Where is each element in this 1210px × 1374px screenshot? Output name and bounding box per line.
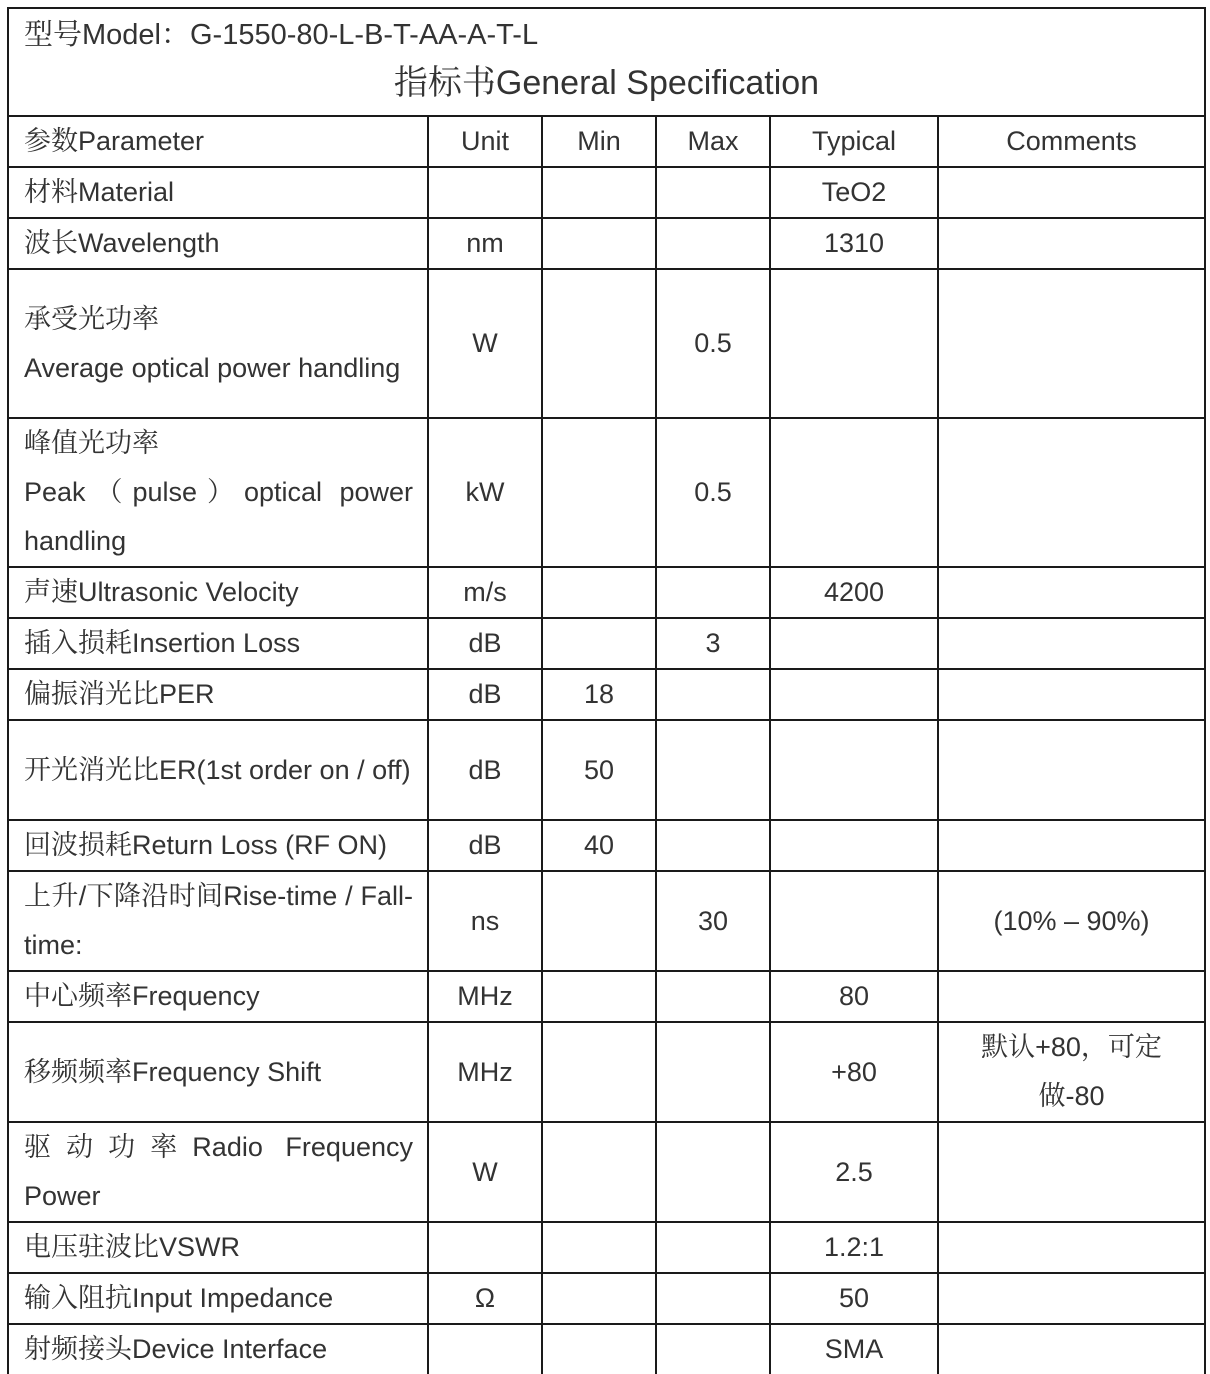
unit-cell: dB <box>428 669 542 720</box>
comments-cell <box>938 1273 1205 1324</box>
unit-cell: m/s <box>428 567 542 618</box>
max-cell: 0.5 <box>656 269 770 418</box>
max-cell: 0.5 <box>656 418 770 567</box>
parameter-cell <box>8 618 428 669</box>
spec-table <box>7 7 1206 1374</box>
parameter-label: 移频频率Frequency Shift <box>24 1056 322 1087</box>
parameter-label: 回波损耗Return Loss (RF ON) <box>24 830 388 860</box>
comments-cell <box>938 567 1205 618</box>
typical-cell <box>770 820 938 871</box>
comments-cell <box>938 618 1205 669</box>
parameter-cell <box>8 1122 428 1222</box>
column-header-parameter: 参数Parameter <box>8 116 428 167</box>
unit-cell: Ω <box>428 1273 542 1324</box>
comments-cell <box>938 971 1205 1022</box>
max-cell <box>656 971 770 1022</box>
parameter-cell <box>8 669 428 720</box>
comments-cell <box>938 167 1205 218</box>
parameter-cell <box>8 567 428 618</box>
parameter-label: 射频接头Device Interface <box>24 1334 328 1364</box>
min-cell <box>542 1324 656 1374</box>
parameter-label: 材料Material <box>24 177 175 207</box>
header-row <box>8 8 1205 116</box>
min-cell: 40 <box>542 820 656 871</box>
table-row <box>8 218 1205 269</box>
parameter-label: 电压驻波比VSWR <box>24 1232 240 1262</box>
min-cell <box>542 1222 656 1273</box>
unit-cell: dB <box>428 720 542 820</box>
parameter-label: Peak（pulse）optical power handling <box>24 477 413 556</box>
typical-cell: 50 <box>770 1273 938 1324</box>
min-cell <box>542 269 656 418</box>
typical-cell: TeO2 <box>770 167 938 218</box>
typical-cell <box>770 669 938 720</box>
table-row <box>8 871 1205 971</box>
comments-cell <box>938 1122 1205 1222</box>
min-cell <box>542 418 656 567</box>
max-cell <box>656 218 770 269</box>
table-row <box>8 1222 1205 1273</box>
parameter-zh-label: 承受光功率 <box>24 303 159 334</box>
parameter-label: Average optical power handling <box>24 352 401 383</box>
parameter-cell <box>8 1273 428 1324</box>
typical-cell: 2.5 <box>770 1122 938 1222</box>
parameter-label: 中心频率Frequency <box>24 981 260 1011</box>
header-cell <box>8 8 1205 116</box>
table-row <box>8 269 1205 418</box>
parameter-cell <box>8 1222 428 1273</box>
parameter-label: 声速Ultrasonic Velocity <box>24 577 299 607</box>
parameter-cell <box>8 720 428 820</box>
typical-cell: 4200 <box>770 567 938 618</box>
table-row <box>8 1022 1205 1122</box>
column-header-row <box>8 116 1205 167</box>
comments-cell <box>938 820 1205 871</box>
unit-cell: MHz <box>428 971 542 1022</box>
comments-cell: (10% – 90%) <box>938 871 1205 971</box>
column-header-min: Min <box>542 116 656 167</box>
min-cell <box>542 1022 656 1122</box>
typical-cell: 1.2:1 <box>770 1222 938 1273</box>
parameter-label: 驱动功率Radio Frequency Power <box>24 1132 413 1211</box>
parameter-label: 上升/下降沿时间Rise-time / Fall-time: <box>24 881 413 960</box>
parameter-zh-label: 峰值光功率 <box>24 428 159 458</box>
typical-cell: +80 <box>770 1022 938 1122</box>
parameter-cell <box>8 167 428 218</box>
parameter-label: 偏振消光比PER <box>24 679 215 709</box>
comments-cell <box>938 218 1205 269</box>
min-cell <box>542 567 656 618</box>
parameter-cell <box>8 1324 428 1374</box>
comments-cell <box>938 1324 1205 1374</box>
model-line: 型号Model：G-1550-80-L-B-T-AA-A-T-L <box>24 19 539 51</box>
parameter-label: 波长Wavelength <box>24 228 220 258</box>
table-row <box>8 167 1205 218</box>
unit-cell: dB <box>428 820 542 871</box>
unit-cell: dB <box>428 618 542 669</box>
typical-cell: SMA <box>770 1324 938 1374</box>
min-cell <box>542 618 656 669</box>
parameter-cell <box>8 1022 428 1122</box>
column-header-max: Max <box>656 116 770 167</box>
table-row <box>8 971 1205 1022</box>
unit-cell: W <box>428 1122 542 1222</box>
column-header-unit: Unit <box>428 116 542 167</box>
unit-cell <box>428 1222 542 1273</box>
table-row <box>8 1324 1205 1374</box>
max-cell <box>656 720 770 820</box>
max-cell <box>656 820 770 871</box>
min-cell <box>542 167 656 218</box>
max-cell <box>656 1273 770 1324</box>
parameter-label: 输入阻抗Input Impedance <box>24 1283 334 1313</box>
comments-cell <box>938 720 1205 820</box>
comments-cell: 默认+80，可定做-80 <box>938 1022 1205 1122</box>
max-cell <box>656 1222 770 1273</box>
column-header-typical: Typical <box>770 116 938 167</box>
typical-cell <box>770 618 938 669</box>
parameter-cell <box>8 820 428 871</box>
parameter-cell <box>8 218 428 269</box>
table-row <box>8 669 1205 720</box>
comments-cell <box>938 269 1205 418</box>
max-cell <box>656 669 770 720</box>
table-row <box>8 567 1205 618</box>
max-cell <box>656 1324 770 1374</box>
parameter-cell <box>8 418 428 567</box>
min-cell <box>542 1273 656 1324</box>
unit-cell: nm <box>428 218 542 269</box>
comments-cell <box>938 1222 1205 1273</box>
table-row <box>8 1273 1205 1324</box>
table-row <box>8 720 1205 820</box>
unit-cell <box>428 167 542 218</box>
max-cell: 3 <box>656 618 770 669</box>
max-cell: 30 <box>656 871 770 971</box>
table-row <box>8 1122 1205 1222</box>
min-cell <box>542 971 656 1022</box>
typical-cell <box>770 871 938 971</box>
typical-cell: 80 <box>770 971 938 1022</box>
max-cell <box>656 1022 770 1122</box>
unit-cell: MHz <box>428 1022 542 1122</box>
max-cell <box>656 567 770 618</box>
table-row <box>8 418 1205 567</box>
table-row <box>8 618 1205 669</box>
min-cell <box>542 218 656 269</box>
unit-cell: kW <box>428 418 542 567</box>
spec-table-body <box>8 8 1205 1374</box>
typical-cell <box>770 720 938 820</box>
table-row <box>8 820 1205 871</box>
spec-title: 指标书General Specification <box>393 64 820 102</box>
parameter-label: 开光消光比ER(1st order on / off) <box>24 754 411 785</box>
min-cell: 18 <box>542 669 656 720</box>
parameter-cell <box>8 971 428 1022</box>
comments-cell <box>938 418 1205 567</box>
column-header-comments: Comments <box>938 116 1205 167</box>
min-cell: 50 <box>542 720 656 820</box>
typical-cell: 1310 <box>770 218 938 269</box>
typical-cell <box>770 269 938 418</box>
typical-cell <box>770 418 938 567</box>
min-cell <box>542 871 656 971</box>
comments-cell <box>938 669 1205 720</box>
max-cell <box>656 1122 770 1222</box>
max-cell <box>656 167 770 218</box>
parameter-label: 插入损耗Insertion Loss <box>24 628 301 658</box>
min-cell <box>542 1122 656 1222</box>
parameter-cell <box>8 871 428 971</box>
unit-cell <box>428 1324 542 1374</box>
unit-cell: W <box>428 269 542 418</box>
parameter-cell <box>8 269 428 418</box>
unit-cell: ns <box>428 871 542 971</box>
